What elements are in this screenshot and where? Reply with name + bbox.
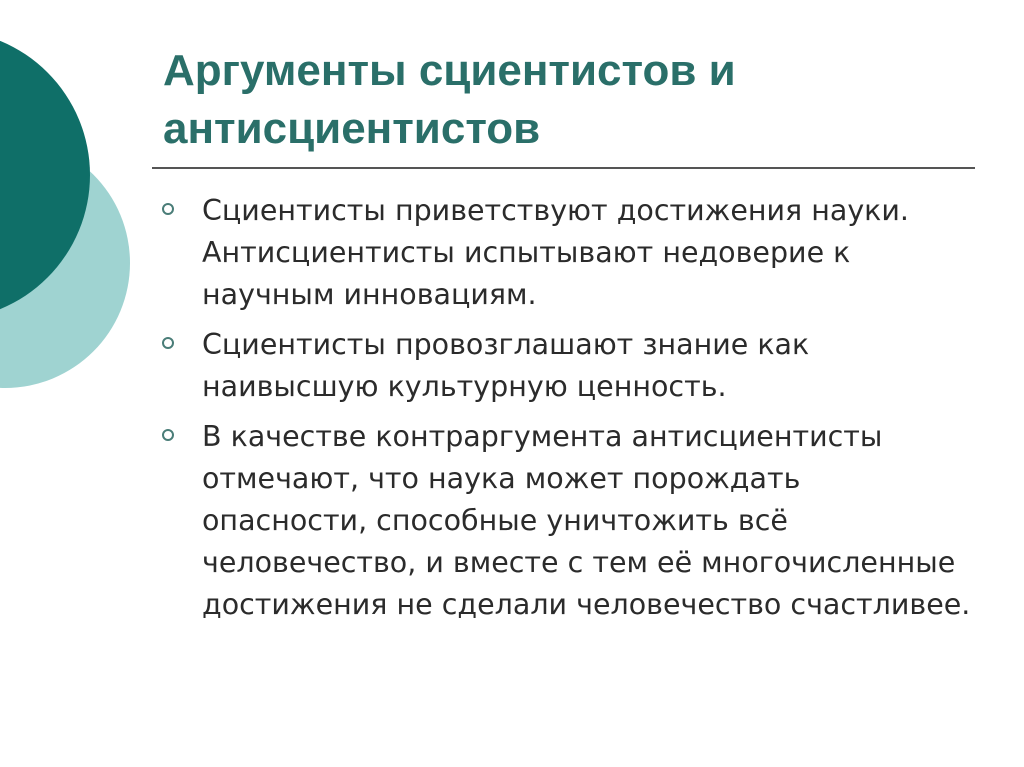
bullet-circle-icon xyxy=(162,429,174,441)
bullet-item xyxy=(162,190,972,316)
bullet-list xyxy=(162,190,972,634)
bullet-item xyxy=(162,416,972,626)
title-divider xyxy=(152,167,975,169)
bullet-item xyxy=(162,324,972,408)
bullet-text: В качестве контраргумента антисциентисты отмечают, что наука может порождать опасности, способные уничтожить всё человечество, и вместе с тем её многочисленные достижения не сделали человечество счастливее. xyxy=(202,420,971,621)
bullet-circle-icon xyxy=(162,203,174,215)
bullet-text: Сциентисты провозглашают знание как наивысшую культурную ценность. xyxy=(202,328,810,403)
slide-title: Аргументы сциентистов и антисциентистов xyxy=(163,46,736,153)
bullet-text: Сциентисты приветствуют достижения науки. Антисциентисты испытывают недоверие к научным инновациям. xyxy=(202,194,909,311)
bullet-circle-icon xyxy=(162,337,174,349)
